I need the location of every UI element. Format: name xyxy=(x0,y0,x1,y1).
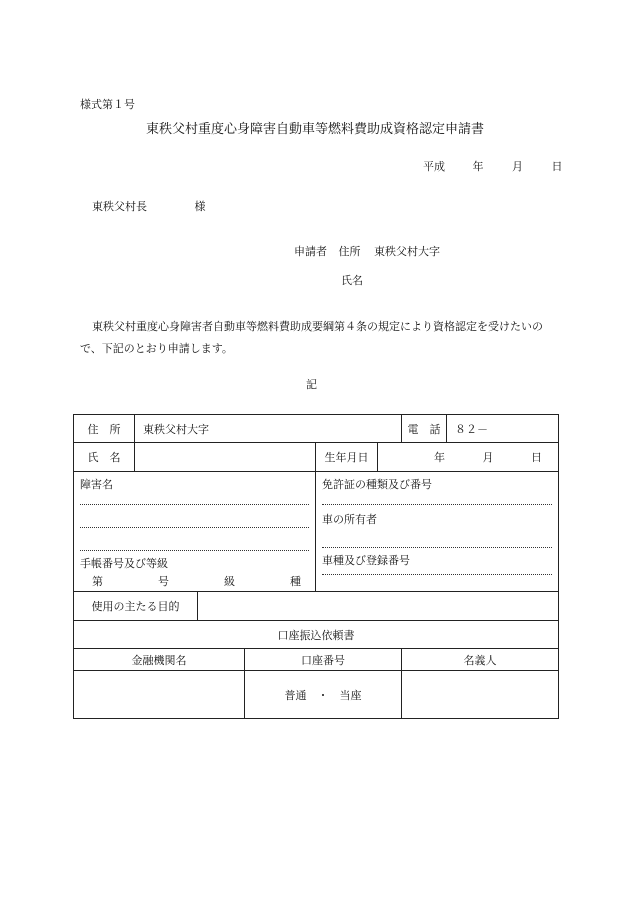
bank-label: 金融機関名 xyxy=(74,649,245,671)
car-owner-line[interactable] xyxy=(322,535,552,548)
birth-day: 日 xyxy=(531,451,542,464)
license-line[interactable] xyxy=(322,492,552,505)
bank-field[interactable] xyxy=(74,671,245,719)
car-type-line[interactable] xyxy=(322,568,552,575)
car-owner-label: 車の所有者 xyxy=(322,513,377,526)
account-type-field[interactable]: 普通 ・ 当座 xyxy=(245,671,402,719)
car-type-label: 車種及び登録番号 xyxy=(322,554,410,567)
application-date xyxy=(423,158,563,174)
applicant-address-label: 住所 xyxy=(338,245,361,258)
handbook-dai: 第 xyxy=(92,575,103,588)
applicant-label: 申請者 xyxy=(294,245,327,258)
disability-label: 障害名 xyxy=(80,478,113,491)
account-label: 口座番号 xyxy=(245,649,402,671)
disability-handbook-cell[interactable] xyxy=(74,472,316,592)
body-text: 東秩父村重度心身障害者自動車等燃料費助成要綱第４条の規定により資格認定を受けたいので、下記のとおり申請します。 xyxy=(80,320,543,355)
transfer-title: 口座振込依頼書 xyxy=(74,621,559,649)
document-title: 東秩父村重度心身障害自動車等燃料費助成資格認定申請書 xyxy=(145,122,484,137)
addressee-name: 東秩父村長 xyxy=(92,200,147,213)
name-label: 氏 名 xyxy=(74,443,135,472)
purpose-field[interactable] xyxy=(198,592,559,621)
applicant-name-label: 氏名 xyxy=(341,274,363,287)
disability-line-3[interactable] xyxy=(80,538,309,551)
address-field[interactable]: 東秩父村大字 xyxy=(135,415,402,443)
addressee-honorific: 様 xyxy=(194,200,206,213)
date-month: 月 xyxy=(512,160,523,173)
addressee xyxy=(92,198,206,214)
applicant-address xyxy=(294,243,440,259)
holder-label: 名義人 xyxy=(402,649,559,671)
license-label: 免許証の種類及び番号 xyxy=(322,478,432,491)
handbook-kyu: 級 xyxy=(224,575,235,588)
name-field[interactable] xyxy=(135,443,316,472)
date-day: 日 xyxy=(551,160,563,173)
birth-year: 年 xyxy=(434,451,445,464)
date-year: 年 xyxy=(472,160,484,173)
handbook-label: 手帳番号及び等級 xyxy=(80,557,168,570)
license-car-cell[interactable] xyxy=(316,472,559,592)
application-form-table xyxy=(73,414,559,719)
ki-heading: 記 xyxy=(306,378,317,391)
disability-line-1[interactable] xyxy=(80,492,309,505)
address-label: 住 所 xyxy=(74,415,135,443)
phone-label: 電 話 xyxy=(402,415,447,443)
holder-field[interactable] xyxy=(402,671,559,719)
phone-field[interactable]: ８２－ xyxy=(447,415,559,443)
date-era: 平成 xyxy=(423,160,445,173)
purpose-label: 使用の主たる目的 xyxy=(74,592,198,621)
applicant-address-value: 東秩父村大字 xyxy=(374,245,440,258)
birth-field[interactable] xyxy=(378,443,559,472)
birth-month: 月 xyxy=(482,451,494,464)
form-number: 様式第１号 xyxy=(80,98,135,111)
disability-line-2[interactable] xyxy=(80,515,309,528)
handbook-shu: 種 xyxy=(290,575,301,588)
birth-label: 生年月日 xyxy=(316,443,378,472)
handbook-go: 号 xyxy=(158,575,169,588)
